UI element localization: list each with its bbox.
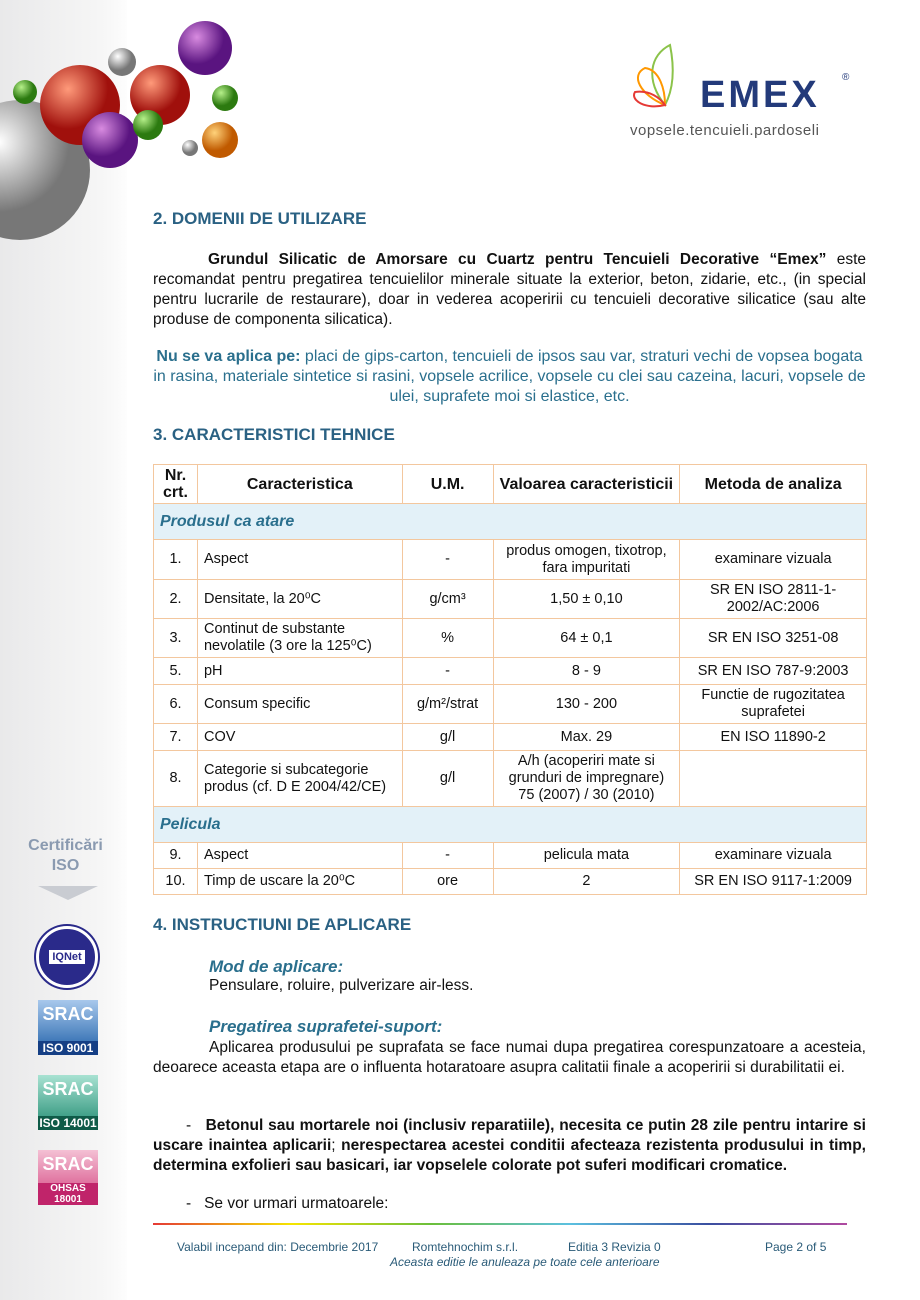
table-cell: Max. 29 <box>493 724 680 751</box>
table-cell: EN ISO 11890-2 <box>680 724 867 751</box>
table-cell: pelicula mata <box>493 843 680 869</box>
registered-mark: ® <box>842 72 850 83</box>
section-label: Pelicula <box>154 807 867 843</box>
subtitle-mod-aplicare: Mod de aplicare: <box>209 957 344 976</box>
table-cell: SR EN ISO 787-9:2003 <box>680 658 867 685</box>
table-cell: g/l <box>402 724 493 751</box>
table-cell: 8. <box>154 751 198 807</box>
footer-company: Romtehnochim s.r.l. <box>412 1240 519 1254</box>
table-cell: SR EN ISO 2811-1-2002/AC:2006 <box>680 580 867 619</box>
table-row <box>154 580 867 619</box>
col-header: U.M. <box>402 465 493 504</box>
table-cell: 9. <box>154 843 198 869</box>
col-header: Metoda de analiza <box>680 465 867 504</box>
table-cell <box>680 751 867 807</box>
table-cell: 8 - 9 <box>493 658 680 685</box>
table-row <box>154 658 867 685</box>
table-cell: % <box>402 619 493 658</box>
table-cell: examinare vizuala <box>680 540 867 580</box>
table-cell: 1,50 ± 0,10 <box>493 580 680 619</box>
table-cell: 2 <box>493 869 680 895</box>
table-cell: Aspect <box>197 540 402 580</box>
table-cell: g/m²/strat <box>402 685 493 724</box>
table-cell: g/cm³ <box>402 580 493 619</box>
table-cell: examinare vizuala <box>680 843 867 869</box>
subtitle-pregatire: Pregatirea suprafetei-suport: <box>209 1017 443 1036</box>
brand-logo: EMEX <box>700 74 820 116</box>
arrow-down-icon <box>38 886 98 900</box>
table-cell: - <box>402 658 493 685</box>
table-cell: Categorie si subcategorie produs (cf. D E 2004/42/CE) <box>197 751 402 807</box>
table-cell: Functie de rugozitatea suprafetei <box>680 685 867 724</box>
table-cell: COV <box>197 724 402 751</box>
table-row <box>154 619 867 658</box>
footer-note: Aceasta editie le anuleaza pe toate cele anterioare <box>390 1255 660 1269</box>
butterfly-logo-icon <box>625 40 695 115</box>
bullet-beton: - Betonul sau mortarele noi (inclusiv reparatiile), necesita ce putin 28 zile pentru intarire si uscare inaintea aplicarii; nerespectarea acestei conditii afecteaza rezistenta produsului in timp, determina exfolieri sau basicari, iar vopselele colorate pot suferi modificari cromatice. <box>153 1117 866 1174</box>
cert-title: Certificări ISO <box>28 837 103 874</box>
col-header: Valoarea caracteristicii <box>493 465 680 504</box>
table-section-row <box>154 807 867 843</box>
table-row <box>154 724 867 751</box>
srac-iso9001-logo: SRAC ISO 9001 <box>38 1000 98 1055</box>
srac-iso14001-logo: SRAC ISO 14001 <box>38 1075 98 1130</box>
table-cell: SR EN ISO 3251-08 <box>680 619 867 658</box>
table-row <box>154 685 867 724</box>
table-cell: 10. <box>154 869 198 895</box>
table-cell: SR EN ISO 9117-1:2009 <box>680 869 867 895</box>
section-title-domenii: 2. DOMENII DE UTILIZARE <box>153 209 367 228</box>
table-cell: A/h (acoperiri mate si grunduri de impregnare) 75 (2007) / 30 (2010) <box>493 751 680 807</box>
bullet-urmari: - Se vor urmari urmatoarele: <box>186 1195 389 1212</box>
table-cell: 2. <box>154 580 198 619</box>
table-cell: 6. <box>154 685 198 724</box>
footer-edition: Editia 3 Revizia 0 <box>568 1240 661 1254</box>
table-cell: ore <box>402 869 493 895</box>
table-row <box>154 751 867 807</box>
footer-rainbow-divider <box>153 1223 847 1225</box>
table-cell: 64 ± 0,1 <box>493 619 680 658</box>
footer-page-number: Page 2 of 5 <box>765 1240 827 1254</box>
table-cell: 3. <box>154 619 198 658</box>
brand-tagline: vopsele.tencuieli.pardoseli <box>630 122 820 139</box>
srac-ohsas18001-logo: SRAC OHSAS 18001 <box>38 1150 98 1205</box>
text-mod-aplicare: Pensulare, roluire, pulverizare air-less. <box>209 977 474 994</box>
table-row <box>154 843 867 869</box>
table-cell: Densitate, la 20⁰C <box>197 580 402 619</box>
table-cell: Continut de substante nevolatile (3 ore la 125⁰C) <box>197 619 402 658</box>
table-cell: g/l <box>402 751 493 807</box>
table-cell: - <box>402 540 493 580</box>
table-cell: Consum specific <box>197 685 402 724</box>
tech-specs-table <box>153 464 867 895</box>
col-header: Nr. crt. <box>154 465 198 504</box>
table-cell: 7. <box>154 724 198 751</box>
table-header-row <box>154 465 867 504</box>
table-cell: pH <box>197 658 402 685</box>
col-header: Caracteristica <box>197 465 402 504</box>
iqnet-logo: IQNet <box>36 926 98 988</box>
table-section-row <box>154 504 867 540</box>
decorative-spheres <box>0 0 250 240</box>
paragraph-nu-se-aplica: Nu se va aplica pe: placi de gips-carton, tencuieli de ipsos sau var, straturi vechi de vopsea bogata in rasina, materiale sintetice si rasini, vopsele acrilice, vopsele cu clei sau cazeina, lacuri, vopsele de ulei, suprafete moi si elastice, etc. <box>153 348 866 405</box>
table-row <box>154 869 867 895</box>
table-cell: Timp de uscare la 20⁰C <box>197 869 402 895</box>
text-pregatire: Aplicarea produsului pe suprafata se face numai dupa pregatirea corespunzatoare a acesteia, deoarece aceasta etapa are o influenta hotaratoare asupra calitatii finale a acoperirii si durabilitatii ei. <box>153 1039 866 1076</box>
section-title-instructiuni: 4. INSTRUCTIUNI DE APLICARE <box>153 915 412 934</box>
table-cell: - <box>402 843 493 869</box>
paragraph-domenii: Grundul Silicatic de Amorsare cu Cuartz pentru Tencuieli Decorative “Emex” este recomandat pentru pregatirea tencuielilor minerale situate la exterior, beton, zidarie, etc., (in special pentru lucrarile de restaurare), doar in vederea acoperirii cu tencuieli decorative silicatice (sau alte produse de componenta silicatica). <box>153 251 866 328</box>
footer-valid-date: Valabil incepand din: Decembrie 2017 <box>177 1240 379 1254</box>
table-cell: 130 - 200 <box>493 685 680 724</box>
table-cell: 5. <box>154 658 198 685</box>
section-label: Produsul ca atare <box>154 504 867 540</box>
section-title-caracteristici: 3. CARACTERISTICI TEHNICE <box>153 425 395 444</box>
table-cell: Aspect <box>197 843 402 869</box>
table-row <box>154 540 867 580</box>
table-cell: 1. <box>154 540 198 580</box>
table-cell: produs omogen, tixotrop, fara impuritati <box>493 540 680 580</box>
